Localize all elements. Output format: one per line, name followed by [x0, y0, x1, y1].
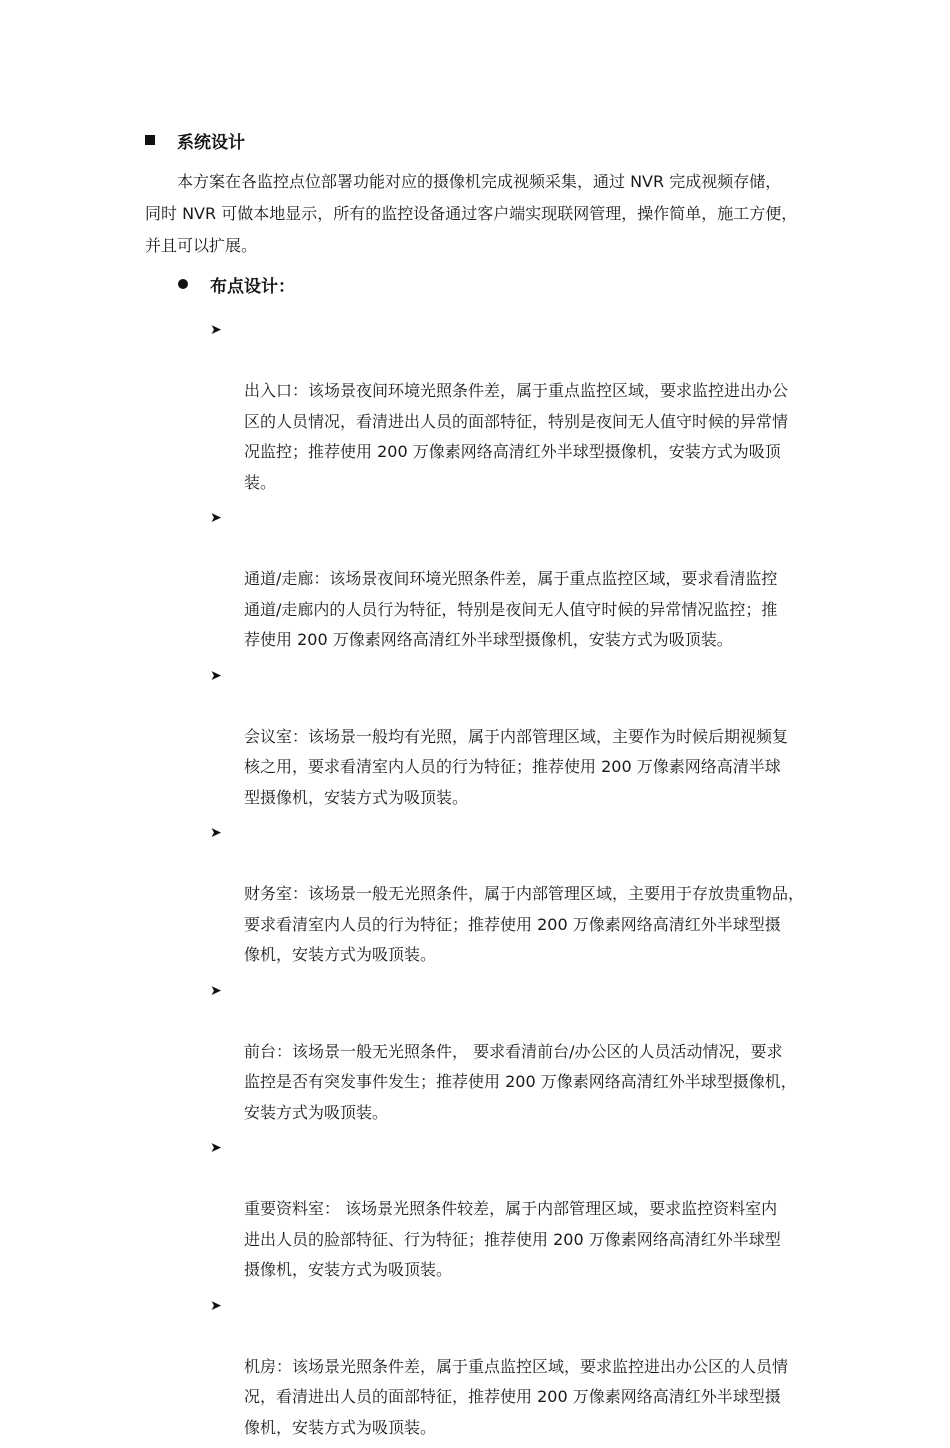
list-item	[210, 976, 820, 1129]
list-item	[210, 1291, 820, 1444]
placement-list	[210, 315, 820, 1448]
list-item	[210, 315, 820, 498]
list-item-text: 会议室：该场景一般均有光照，属于内部管理区域，主要作为时候后期视频复 核之用，要求看清室内人员的行为特征；推荐使用 200 万像素网络高清半球 型摄像机，安装方式为吸顶装。	[244, 726, 789, 807]
list-item	[210, 818, 820, 971]
arrow-bullet-icon: ➤	[210, 1140, 222, 1156]
list-item-text: 重要资料室： 该场景光照条件较差，属于内部管理区域，要求监控资料室内 进出人员的脸部特征、行为特征；推荐使用 200 万像素网络高清红外半球型 摄像机，安装方式为吸顶装。	[244, 1199, 781, 1279]
list-item	[210, 503, 820, 656]
list-item-text: 通道/走廊：该场景夜间环境光照条件差，属于重点监控区域，要求看清监控 通道/走廊内的人员行为特征，特别是夜间无人值守时候的异常情况监控；推 荐使用 200 万像素网络高清红外半球型摄像机，安装方式为吸顶装。	[244, 569, 778, 649]
subsection-heading	[178, 270, 295, 298]
list-item-text: 前台：该场景一般无光照条件， 要求看清前台/办公区的人员活动情况，要求 监控是否有突发事件发生；推荐使用 200 万像素网络高清红外半球型摄像机， 安装方式为吸顶装。	[244, 1041, 797, 1122]
arrow-bullet-icon: ➤	[210, 1297, 222, 1314]
square-bullet-icon	[145, 135, 155, 145]
arrow-bullet-icon: ➤	[210, 982, 222, 999]
dot-bullet-icon	[178, 279, 188, 289]
list-item	[210, 1133, 820, 1286]
arrow-bullet-icon: ➤	[210, 667, 222, 684]
arrow-bullet-icon: ➤	[210, 322, 222, 338]
section-heading	[145, 126, 245, 154]
section-heading-text: 系统设计	[177, 132, 245, 153]
list-item-text: 机房：该场景光照条件差，属于重点监控区域，要求监控进出办公区的人员情 况，看清进出人员的面部特征，推荐使用 200 万像素网络高清红外半球型摄 像机，安装方式为吸顶装。	[244, 1356, 789, 1437]
list-item-text: 出入口：该场景夜间环境光照条件差，属于重点监控区域，要求监控进出办公 区的人员情况，看清进出人员的面部特征，特别是夜间无人值守时候的异常情 况监控；推荐使用 200 万像素网络高清红外半球型摄像机，安装方式为吸顶 装。	[244, 381, 789, 492]
subsection-heading-text: 布点设计：	[210, 276, 295, 297]
arrow-bullet-icon: ➤	[210, 825, 222, 841]
list-item	[210, 661, 820, 814]
list-item-text: 财务室：该场景一般无光照条件，属于内部管理区域，主要用于存放贵重物品， 要求看清室内人员的行为特征；推荐使用 200 万像素网络高清红外半球型摄 像机，安装方式为吸顶装。	[244, 884, 805, 964]
arrow-bullet-icon: ➤	[210, 510, 222, 526]
intro-paragraph: 本方案在各监控点位部署功能对应的摄像机完成视频采集，通过 NVR 完成视频存储， 同时 NVR 可做本地显示，所有的监控设备通过客户端实现联网管理，操作简单，施工方便， 并且可以扩展。	[145, 172, 798, 255]
